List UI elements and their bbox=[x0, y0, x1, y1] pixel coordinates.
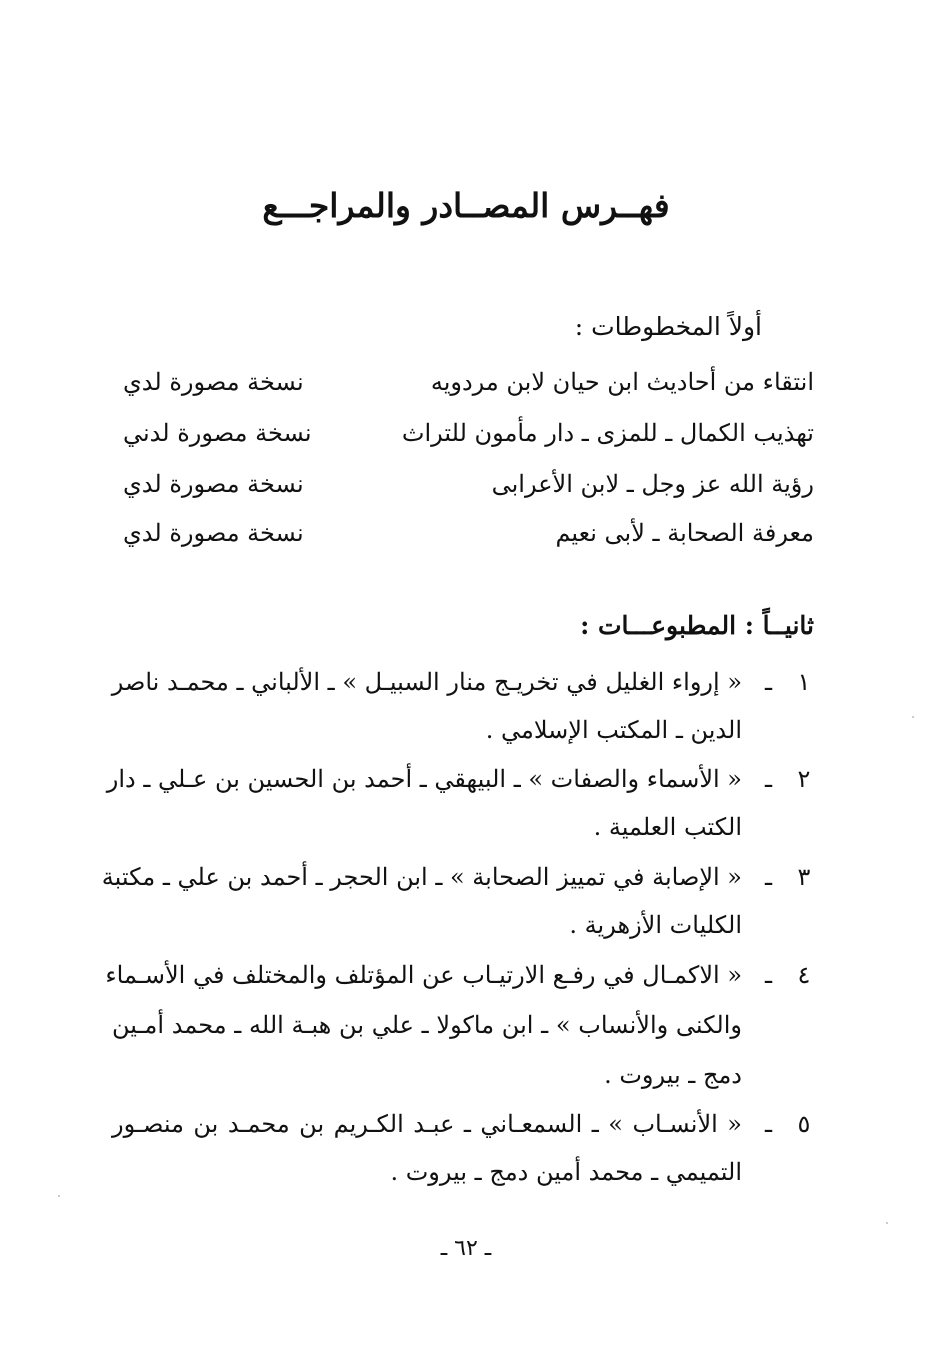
entry-number: ١ bbox=[797, 668, 811, 696]
page-title: فهــرس المصــادر والمراجـــع bbox=[262, 186, 670, 225]
entry-line: دمج ـ بيروت . bbox=[604, 1061, 742, 1089]
manuscript-note: نسخة مصورة لدي bbox=[123, 470, 304, 498]
entry-dash: ـ bbox=[764, 668, 772, 696]
entry-number: ٢ bbox=[797, 765, 811, 793]
manuscript-row bbox=[115, 419, 814, 459]
entry-line: « الاكمـال في رفـع الارتيـاب عن المؤتلف والمختلف في الأسـماء bbox=[105, 961, 742, 989]
entry-dash: ـ bbox=[764, 1110, 772, 1138]
entry-line: الكليات الأزهرية . bbox=[569, 911, 742, 939]
manuscript-title: انتقاء من أحاديث ابن حيان لابن مردويه bbox=[430, 368, 814, 396]
scan-speck bbox=[58, 1195, 60, 1197]
entry-line: التميمي ـ محمد أمين دمج ـ بيروت . bbox=[390, 1158, 742, 1186]
scan-speck bbox=[886, 1222, 888, 1224]
manuscript-row bbox=[115, 470, 814, 510]
manuscript-row bbox=[115, 519, 814, 559]
printed-heading: ثانيــاً : المطبوعـــات : bbox=[580, 611, 814, 640]
entry-number: ٣ bbox=[797, 863, 811, 891]
entry-dash: ـ bbox=[764, 765, 772, 793]
entry-number: ٤ bbox=[797, 961, 811, 989]
entry-line: والكنى والأنساب » ـ ابن ماكولا ـ علي بن هبـة الله ـ محمد أمـين bbox=[112, 1011, 742, 1039]
entry-line: الدين ـ المكتب الإسلامي . bbox=[485, 716, 742, 744]
manuscript-title: تهذيب الكمال ـ للمزى ـ دار مأمون للتراث bbox=[401, 419, 814, 447]
entry-dash: ـ bbox=[764, 863, 772, 891]
entry-line: « الأنسـاب » ـ السمعـاني ـ عبـد الكـريم بن محمـد بن منصـور bbox=[112, 1110, 742, 1138]
entry-line: « الأسماء والصفات » ـ البيهقي ـ أحمد بن الحسين بن عـلي ـ دار bbox=[106, 765, 742, 793]
manuscripts-heading: أولاً المخطوطات : bbox=[574, 312, 762, 341]
entry-number: ٥ bbox=[797, 1110, 811, 1138]
manuscript-note: نسخة مصورة لدي bbox=[123, 368, 304, 396]
manuscript-row bbox=[115, 368, 814, 408]
scan-speck bbox=[912, 716, 914, 718]
manuscript-title: معرفة الصحابة ـ لأبى نعيم bbox=[555, 519, 814, 547]
entry-line: الكتب العلمية . bbox=[593, 813, 742, 841]
entry-line: « إرواء الغليل في تخريـج منار السبيـل » ـ الألباني ـ محمـد ناصر bbox=[111, 668, 742, 696]
manuscript-title: رؤية الله عز وجل ـ لابن الأعرابى bbox=[491, 470, 814, 498]
manuscript-note: نسخة مصورة لدني bbox=[123, 419, 312, 447]
entry-dash: ـ bbox=[764, 961, 772, 989]
page-number: ـ ٦٢ ـ bbox=[440, 1236, 492, 1261]
entry-line: « الإصابة في تمييز الصحابة » ـ ابن الحجر ـ أحمد بن علي ـ مكتبة bbox=[101, 863, 742, 891]
manuscript-note: نسخة مصورة لدي bbox=[123, 519, 304, 547]
